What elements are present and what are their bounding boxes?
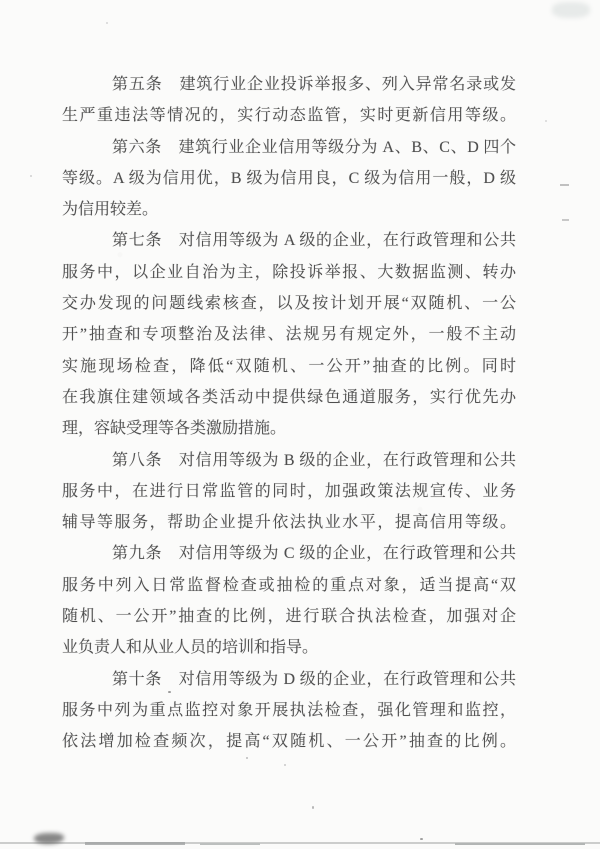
doc-line: 生严重违法等情况的，实行动态监管，实时更新信用等级。: [62, 107, 516, 125]
doc-line: 为信用较差。: [62, 201, 159, 219]
document-text-block: [62, 69, 516, 758]
doc-line: 依法增加检查频次，提高“双随机、一公开”抽查的比例。: [62, 733, 516, 751]
doc-line: 开”抽查和专项整治及法律、法规另有规定外，一般不主动: [62, 326, 516, 344]
doc-line: 服务中，在进行日常监管的同时，加强政策法规宣传、业务: [62, 482, 516, 500]
doc-line: 实施现场检查，降低“双随机、一公开”抽查的比例。同时: [62, 357, 516, 375]
doc-line: 等级。A 级为信用优，B 级为信用良，C 级为信用一般，D 级: [62, 169, 516, 187]
doc-line: 第八条 对信用等级为 B 级的企业，在行政管理和公共: [112, 451, 516, 469]
doc-line: 第七条 对信用等级为 A 级的企业，在行政管理和公共: [112, 232, 516, 250]
doc-line: 服务中，以企业自治为主，除投诉举报、大数据监测、转办: [62, 263, 516, 281]
doc-line: 第十条 对信用等级为 D 级的企业，在行政管理和公共: [112, 670, 516, 688]
doc-line: 理，容缺受理等各类激励措施。: [62, 420, 287, 438]
doc-line: 第六条 建筑行业企业信用等级分为 A、B、C、D 四个: [112, 138, 516, 156]
doc-line: 交办发现的问题线索核查，以及按计划开展“双随机、一公: [62, 295, 516, 313]
doc-line: 辅导等服务，帮助企业提升依法执业水平，提高信用等级。: [62, 514, 516, 532]
doc-line: 服务中列为重点监控对象开展执法检查，强化管理和监控，: [62, 701, 516, 719]
doc-line: 业负责人和从业人员的培训和指导。: [62, 639, 319, 657]
doc-line: 第九条 对信用等级为 C 级的企业，在行政管理和公共: [112, 545, 516, 563]
doc-line: 第五条 建筑行业企业投诉举报多、列入异常名录或发: [112, 76, 516, 93]
doc-line: 随机、一公开”抽查的比例，进行联合执法检查，加强对企: [62, 608, 516, 626]
doc-line: 服务中列入日常监督检查或抽检的重点对象，适当提高“双: [62, 576, 516, 594]
doc-line: 在我旗住建领域各类活动中提供绿色通道服务，实行优先办: [62, 388, 516, 406]
